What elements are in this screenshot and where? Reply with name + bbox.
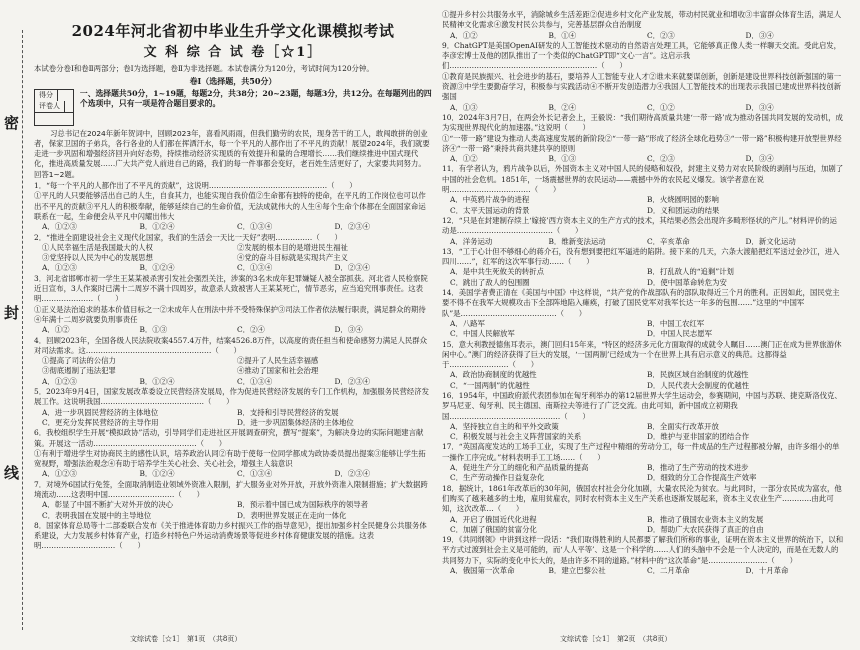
side-label-seal: 密 [4, 110, 19, 135]
answer-option: B．民族区域自治制度的优越性 [647, 370, 749, 380]
page-footer-right: 文综试卷［☆1］ 第2页 （共8页） [560, 635, 672, 643]
answer-option: C．表明我国在发展中的主导地位 [42, 510, 152, 520]
answer-option: A．政治协商制度的优越性 [450, 370, 537, 380]
answer-option: A．八路军 [450, 318, 485, 328]
answer-option: A．①②③ [42, 222, 77, 232]
section-heading: 卷Ⅰ（选择题，共50分） [189, 76, 277, 87]
answer-option: A．①②③ [42, 376, 77, 386]
grader-box-label: 评卷人 [35, 101, 65, 112]
answer-option: A．进一步巩固民营经济的主体地位 [42, 407, 159, 417]
answer-options [442, 103, 844, 113]
reading-passage: 习总书记在2024年新年贺词中，回顾2023年，喜看风雨雨，但我们勤劳的农民，现身苦干的工人，敢闯敢拼的创业者，保家卫国的子弟兵，各行各业的人们都在挥洒汗水，每一个平凡的人都作出了不平凡的贡献！展望2024年，我们就要走进一步巩固和增强经济回升向好态势，持续推动经济实现质的有效提升和量的合理增长……我们继续推进中国式现代化，推进高质量发展……广大共产党人前进自己的路，我们的每一件事都会变好，老百姓生活更好了，大家要共同努力。回答1~2题。 [34, 128, 430, 179]
answer-options [442, 319, 844, 340]
answer-option: B．火烧圆明园的影响 [647, 195, 719, 205]
answer-option: D．义和团运动的结果 [647, 205, 720, 215]
answer-option: D．进一步巩固集体经济的主体地位 [237, 417, 354, 427]
answer-options [442, 370, 844, 391]
answer-option: A．①②③ [42, 469, 77, 479]
answer-option: B．①②④ [139, 376, 175, 386]
answer-option: C．辛亥革命 [647, 236, 690, 246]
paper-title: 文 科 综 合 试 卷［☆1］ [143, 45, 323, 60]
answer-option: B．①④ [548, 30, 577, 40]
answer-option: B．预示着中国已成为国际秩序的领导者 [237, 500, 369, 510]
answer-options [442, 463, 844, 484]
answer-option: D．③④ [334, 325, 363, 335]
question-stem: 13．“工于心计但不够细心的蒋介石，没有想到要把红军逼进的陷阱。接下来的几天，六条大渡船把红军送过金沙江，进入四川……”，红军的这次军事行动……（ ） [442, 246, 840, 267]
answer-option: D．使中国革命转危为安 [647, 277, 727, 287]
answer-option: D．新文化运动 [745, 236, 796, 246]
answer-option: D．②③④ [334, 263, 370, 273]
answer-option: A．①③ [450, 102, 478, 112]
answer-option: B．维新变法运动 [548, 236, 606, 246]
answer-option: B．中国工农红军 [647, 318, 705, 328]
question-stem: 12．“只是在封建制存续上‘嫁接’西方资本主义的生产方式的技术，其结果必然会出现许多畸形怪状的产儿。”材料评价的运动是…………………………………（ ） [442, 215, 837, 236]
page-footer-left: 文综试卷［☆1］ 第1页 （共8页） [130, 635, 242, 643]
answer-option: C．积极发展与社会主义阵营国家的关系 [450, 432, 582, 442]
answer-options [442, 195, 844, 216]
answer-option: D．③④ [745, 154, 774, 164]
answer-options [34, 356, 432, 377]
answer-option: A．是中共生死攸关的转折点 [450, 267, 545, 277]
question-stem: 7．对境外6国试行免签，全面取消制造业领域外资准入限制，扩大服务业对外开放，开放外资准入限制措施；扩大数据跨境流动……这表明中国………………………（ ） [34, 479, 428, 499]
question-stem: 16．1954年，中国政府派代表团参加在匈牙利举办的第12届世界大学生运动会，参赛期间，中国与苏联、捷克斯洛伐克、罗马尼亚、匈牙利、民主德国、南斯拉夫等进行了广泛交流。由此可知，新中国成立初期我国………………………………………（ ） [442, 390, 842, 421]
answer-options [34, 408, 432, 429]
question-stem: 15．意大利教授德焦耳表示，澳门回归15年来，“特区的经济多元化方面取得的成就令人瞩目……澳门正在成为世界旅游休闲中心。”澳门的经济获得了巨大的发展，‘一国两制’已经成为一个在世界上具有启示意义的典范。这都得益于……………………（ ） [442, 339, 842, 370]
answer-option: C．跳出了敌人的包围圈 [450, 277, 530, 287]
answer-option: C．太平天国运动的背景 [450, 205, 530, 215]
question-stem: 10．2024年3月7日，在两会外长记者会上，王毅说：“我们期待高质量共建‘一带一路’成为推动各国共同发展的发动机，成为实现世界现代化的加速器。”这说明（ ） [442, 112, 843, 133]
answer-option: A．彰显了中国不断扩大对外开放的决心 [42, 500, 173, 510]
exam-notes: 本试卷分卷Ⅰ和卷Ⅱ两部分；卷Ⅰ为选择题，卷Ⅱ为非选择题。本试卷满分为120分，考试时间为120分钟。 [34, 64, 374, 73]
question-statements: ①正义是法治追求的基本价值目标之一②未成年人在刑法中并不受特殊保护③司法工作者依法履行职责，满足群众的期待④年满十二周岁就要负刑事责任 [34, 304, 426, 324]
answer-option: C．生产劳动操作日益复杂化 [450, 473, 545, 483]
question-stem: 6．我校组织学生开展“模拟政协”活动，引导同学们走进社区开展调查研究，撰写“提案”，为解决身边的实际问题建言献策。开展这一活动……………………………………（ ） [34, 428, 424, 448]
answer-option: C．加剧了俄国的贫富分化 [450, 524, 537, 534]
answer-option: B．①③ [548, 154, 577, 164]
side-label-seal: 封 [4, 300, 19, 325]
question-stem: 5．2023年9月4日，国家发展改革委设立民营经济发展局，作为促进民营经济发展的专门工作机构，加强服务民营经济发展工作。这说明我国……………………………………（ ） [34, 387, 430, 407]
binding-line [22, 30, 23, 630]
section-instruction-row [34, 89, 432, 126]
answer-option: D．②③④ [334, 376, 370, 386]
answer-option: A．开启了俄国近代化进程 [450, 514, 537, 524]
question-stem: 19．《共同纲领》中讲到这样一段话：“我们取得胜利的人民都要了解我们所称的事业，证明在资本主义世界的统治下，以和平方式过渡到社会主义是可能的，而‘人人平等’、这是一个科学的……人们的头脑中不会是一个人决定的，而是在无数人的共同努力下，实际的变化中长大的，是由许多不同的道路。”材料中的“这次革命”是……………………（ ） [442, 535, 844, 565]
section-instruction: 一、选择题共50分，1~19题，每题2分，共38分；20~23题，每题3分，共12分。在每题列出的四个选项中，只有一项是符合题目要求的。 [79, 88, 432, 108]
question-stem: 1．“每一个平凡的人都作出了不平凡的贡献”，这说明…………………………………………（ ） [34, 181, 357, 191]
answer-option: ①提高了司法的公信力 [42, 356, 116, 366]
answer-option: A．洋务运动 [450, 236, 493, 246]
answer-option: D．人民代表大会制度的优越性 [647, 380, 750, 390]
answer-option: ①人民幸福生活是我国最大的人权 [42, 242, 153, 252]
answer-options [442, 422, 844, 443]
answer-option: A．中英鸦片战争的进程 [450, 195, 530, 205]
answer-options [442, 31, 844, 41]
answer-option: D．③④ [745, 102, 774, 112]
answer-option: C．①② [647, 102, 675, 112]
question-stem: 14．美国学者费正清在《美国与中国》中这样说，“共产党的作战部队有的部队取得近三个月的胜利。正因如此，国民党主要不得不在我军大规模攻击下全部阵地陷入瘫痪，打破了国民党军对我军长达一年多的包围……”这里的“中国军队”是…………………………………（ ） [442, 288, 840, 318]
answer-option: C．①③④ [237, 376, 273, 386]
answer-option: C．②③ [647, 30, 675, 40]
question-stem: 17．“英国高度发达的工场手工业，实现了生产过程中精细的劳动分工，每一件成品的生产过程都被分解，由许多细小的单一操作工序完成。”材料表明手工工场……（ ） [442, 442, 840, 462]
answer-option: ③彻底遏制了违法犯罪 [42, 366, 116, 376]
answer-options [442, 566, 844, 576]
question-stem: 8．国家体育总局等十二部委联合发布《关于推进体育助力乡村振兴工作的指导意见》，提出加强乡村全民健身公共服务体系建设，大力发展乡村体育产业，打造乡村特色户外运动消费场景等促进乡村体育健康发展的措施。这表明…………………………（ ） [34, 520, 427, 551]
answer-option: ②发展的根本目的是增进民生福祉 [237, 242, 348, 252]
answer-option: B．支持和引导民营经济的发展 [237, 407, 339, 417]
answer-options [442, 154, 844, 164]
answer-option: D．十月革命 [745, 566, 789, 576]
question-list-right [442, 10, 844, 576]
answer-option: D．中国人民志愿军 [647, 329, 713, 339]
answer-option: B．①②④ [139, 469, 175, 479]
answer-option: ②提升了人民生活幸福感 [237, 356, 319, 366]
answer-option: A．①② [450, 30, 478, 40]
page-column-left [34, 22, 432, 552]
question-stem: 3．河北省邯郸市初一学生王某某被杀害引发社会强烈关注，涉案的3名未成年犯罪嫌疑人被全部抓获。河北省人民检察院近日宣布，3人作案时已满十二周岁不满十四周岁，故意杀人致被害人王某某死亡，情节恶劣，应当追究刑事责任。这表明…………………（ ） [34, 273, 428, 304]
answer-options [34, 325, 432, 335]
answer-option: A．①②③ [42, 263, 77, 273]
question-statements: ①有利于增进学生对协商民主的感性认识，培养政治认同②有助于使每一位同学都成为政协委员提出提案③能够让学生拓宽视野，增强法治观念④有助于培养学生关心社会、关心社会，增强主人翁意识 [34, 448, 426, 469]
answer-options [34, 222, 432, 232]
score-box [34, 89, 74, 126]
score-box-blank [35, 112, 73, 125]
answer-options [442, 515, 844, 536]
answer-option: A．俄国第一次革命 [450, 566, 515, 576]
question-statements: ①平凡的人只要能够活出自己的人生，自食其力，也能实现自我价值②生命都有独特的使命，在平凡的工作岗位也可以作出不平凡的贡献③平凡人的积极奉献，能够延续自己的生命价值，无法成就伟大的人生④每个生命个体都在全面国家命运联系在一起，生命便会从平凡中闪耀出伟大 [34, 191, 426, 221]
answer-options [34, 263, 432, 273]
answer-option: D．③④ [745, 30, 774, 40]
binding-margin [0, 0, 32, 650]
answer-option: ④党的奋斗目标就是实现共产主义 [237, 253, 348, 263]
answer-option: ④推动了国家和社会治理 [237, 366, 319, 376]
answer-option: C．②③ [647, 154, 675, 164]
answer-option: D．②③④ [334, 222, 370, 232]
page-column-right [442, 10, 844, 576]
answer-option: B．打乱敌人的“追剿”计划 [647, 267, 734, 277]
answer-option: A．①② [450, 154, 478, 164]
answer-options [442, 237, 844, 247]
exam-title: 2024年河北省初中毕业生升学文化课模拟考试 [71, 22, 395, 40]
answer-option: C．①③④ [237, 222, 273, 232]
answer-option: C．二月革命 [647, 566, 690, 576]
answer-options [442, 267, 844, 288]
answer-option: A．促进生产分工的细化和产品质量的提高 [450, 463, 589, 473]
answer-option: B．①③ [139, 325, 168, 335]
answer-options [34, 469, 432, 479]
answer-option: A．①② [42, 325, 70, 335]
answer-option: D．②③④ [334, 469, 370, 479]
answer-option: C．更充分发挥民营经济的主导作用 [42, 417, 159, 427]
answer-options [34, 377, 432, 387]
answer-option: B．推动了生产劳动的技术进步 [647, 463, 749, 473]
question-statements: ①“一带一路”建设为推动人类高速度发展的新阶段②“一带一路”形成了经济全球化趋势③“一带一路”积极构建开放型世界经济④“一带一路”秉持共商共建共享的原则 [442, 133, 842, 153]
answer-option: D．维护与亚非国家的团结合作 [647, 432, 750, 442]
question-stem: 2．“推进全面建设社会主义现代化国家，我们的生活会一天比一天好”表明……………（ ） [34, 232, 342, 242]
answer-option: A．坚持独立自主的和平外交政策 [450, 421, 559, 431]
answer-option: B．全面实行改革开放 [647, 421, 719, 431]
answer-option: B．推动了俄国农业资本主义的发展 [647, 514, 764, 524]
answer-option: C．②④ [237, 325, 265, 335]
answer-option: C．“一国两制”的优越性 [450, 380, 530, 390]
question-stem: ①提升乡村公共服务水平，消除城乡生活差距②促进乡村文化产业发展，带动村民就业和增收③丰富群众体育生活，满足人民精神文化需求④激发村民公共参与，完善基层群众自治制度 [442, 10, 842, 30]
question-stem: 4．回顾2023年，全国各级人民法院收案4557.4万件，结案4526.8万件，以高度的责任担当和使命感努力满足人民群众对司法需求。这……………………………………………（ ） [34, 335, 428, 355]
question-stem: 18．据统计，1861年改革后的30年间，俄国农村社会分化加剧，大量农民沦为贫农。与此同时，一部分农民成为富农，他们购买了越来越多的土地，雇用贫雇农，同时农村资本主义生产关系也逐渐发展起来，资本主义农业生产…………由此可知，这次改革…（ ） [442, 483, 842, 514]
question-list-left [34, 181, 432, 552]
answer-option: C．①③④ [237, 469, 273, 479]
question-stem: 9．ChatGPT是美国OpenAI研发的人工智能技术驱动的自然语言处理工具，它能够真正像人类一样聊天交流。受此启发，李彦宏博士及他的团队推出了一个类似的ChatGPT即“文心一言”。这启示我们……………………………………………………（ ） [442, 40, 842, 71]
answer-option: C．中国人民解放军 [450, 329, 515, 339]
answer-option: C．①③④ [237, 263, 273, 273]
answer-options [34, 243, 432, 264]
answer-option: D．帮助广大农民获得了真正的自由 [647, 524, 764, 534]
answer-option: B．①②④ [139, 263, 175, 273]
answer-option: D．表明世界发展正在走向一体化 [237, 510, 347, 520]
question-stem: 11．有学者认为，鸦片战争以后，外国资本主义对中国人民的侵略和奴役，封建主义势力对农民阶级的剥削与压迫，加剧了中国的社会危机。1851年，一场震撼世界的农民运动——震撼中外的农民起义爆发。该学者意在说明……………………………（ ） [442, 164, 844, 195]
answer-option: B．①②④ [139, 222, 175, 232]
answer-option: ③党坚持以人民为中心的发展思想 [42, 253, 153, 263]
score-box-label: 得分 [35, 90, 58, 101]
question-statements: ①教育是民族振兴、社会进步的基石，要培养人工智能专业人才②谁未来就要谋创新，创新是建设世界科技创新强国的第一资源③中学生要勤奋学习，积极参与实践活动④不断开发创造潜力④我国人工智能技术的出现表示我国已建成世界科技创新强国 [442, 71, 842, 102]
answer-option: B．②④ [548, 102, 577, 112]
answer-option: D．细致的分工合作提高生产效率 [647, 473, 757, 483]
answer-option: B．建立巴黎公社 [548, 566, 606, 576]
side-label-line: 线 [4, 460, 19, 485]
answer-options [34, 500, 432, 521]
